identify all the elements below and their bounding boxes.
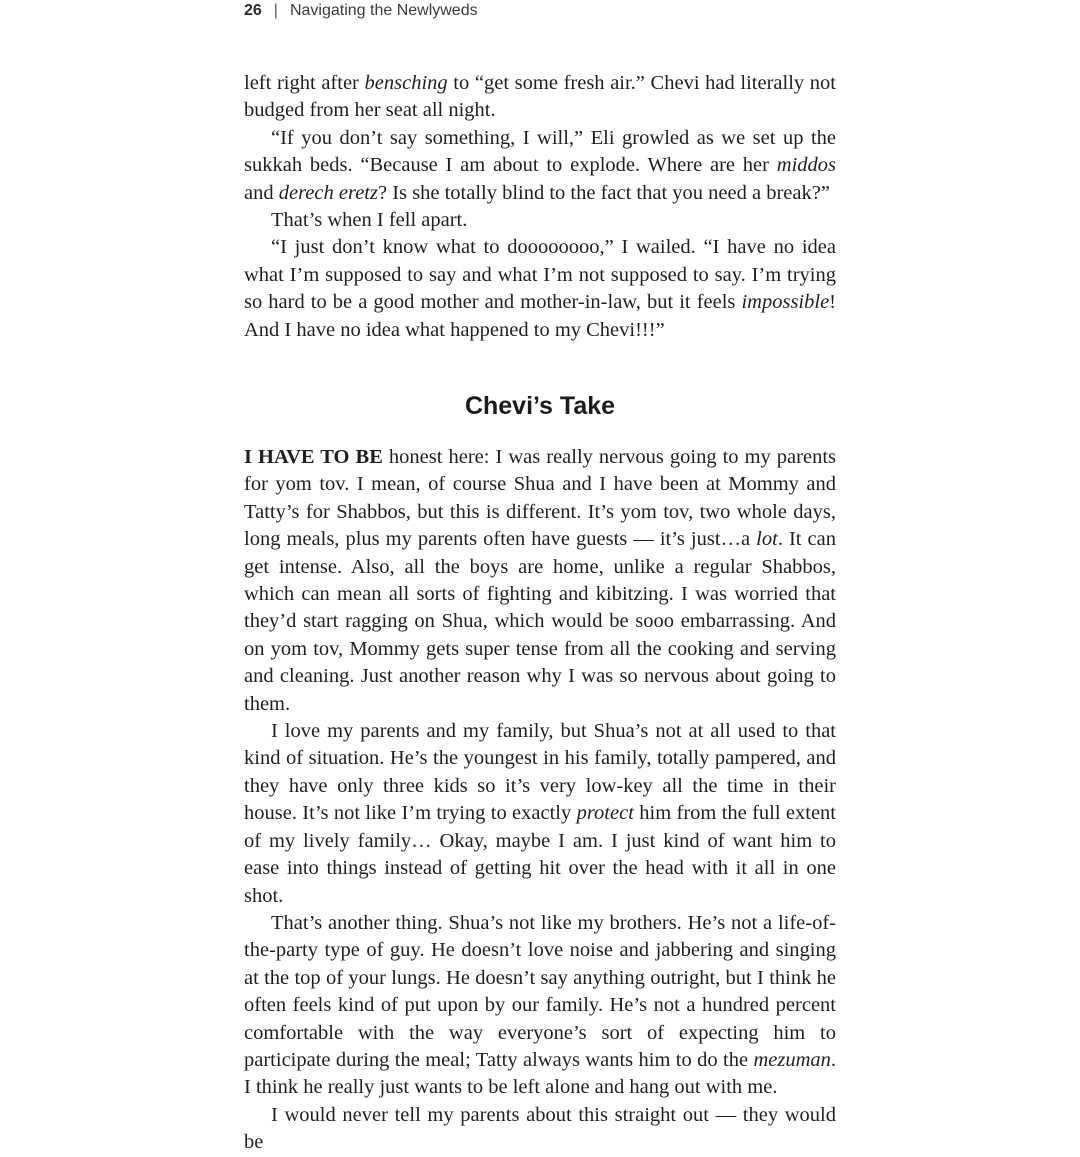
- text-run: “If you don’t say something, I will,” Eli growled as we set up the sukkah beds. “Because I am about to explode. Where are her: [244, 126, 836, 177]
- header-separator: |: [273, 2, 278, 19]
- text-run: him from the full extent of my lively family… Okay, maybe I am. I just kind of want him to ease into things instead of getting hit over the head with it all in one shot.: [244, 802, 836, 907]
- text-run: ? Is she totally blind to the fact that you need a break?”: [377, 181, 830, 204]
- italic-term: impossible: [741, 291, 830, 314]
- body-text-section: [244, 444, 836, 1157]
- running-header: [244, 0, 478, 25]
- paragraph: [244, 1102, 836, 1157]
- page-number: 26: [244, 2, 262, 19]
- paragraph: [244, 70, 836, 125]
- lead-in-text: I HAVE TO BE: [244, 446, 383, 468]
- text-run: . I think he really just wants to be left alone and hang out with me.: [244, 1048, 836, 1099]
- text-run: That’s another thing. Shua’s not like my brothers. He’s not a life-of-the-party type of guy. He doesn’t love noise and jabbering and singing at the top of your lungs. He doesn’t say anything outright, but I think he often feels kind of put upon by our family. He’s not a hundred percent comfortable with the way everyone’s sort of expecting him to participate during the meal; Tatty always wants him to do the: [244, 911, 836, 1071]
- text-run: That’s when I fell apart.: [271, 209, 468, 232]
- text-run: honest here: I was really nervous going to my parents for yom tov. I mean, of course Shua and I have been at Mommy and Tatty’s for Shabbos, but this is different. It’s yom tov, two whole days, long meals, plus my parents often have guests — it’s just…a: [244, 446, 836, 551]
- text-run: ! And I have no idea what happened to my Chevi!!!”: [244, 291, 836, 341]
- running-title: Navigating the Newlyweds: [289, 2, 478, 19]
- text-run: . It can get intense. Also, all the boys are home, unlike a regular Shabbos, which can mean all sorts of fighting and kibitzing. I was worried that they’d start ragging on Shua, which would be sooo embarrassing. And on yom tov, Mommy gets super tense from all the cooking and serving and cleaning. Just another reason why I was so nervous about going to them.: [244, 528, 836, 715]
- section-heading: Chevi’s Take: [464, 392, 616, 420]
- italic-term: middos: [776, 154, 836, 177]
- text-run: left right after: [244, 72, 365, 94]
- text-run: I would never tell my parents about this straight out — they would be: [244, 1103, 836, 1154]
- paragraph: [244, 234, 836, 344]
- italic-term: derech eretz: [278, 181, 378, 204]
- paragraph: [244, 207, 836, 234]
- text-run: to “get some fresh air.” Chevi had literally not budged from her seat all night.: [244, 72, 836, 122]
- paragraph: [244, 718, 836, 910]
- italic-term: protect: [576, 802, 634, 825]
- body-text-top: [244, 70, 836, 344]
- text-run: “I just don’t know what to doooooooo,” I wailed. “I have no idea what I’m supposed to say and what I’m not supposed to say. I’m trying so hard to be a good mother and mother-in-law, but it feels: [244, 236, 836, 314]
- italic-term: bensching: [364, 72, 448, 94]
- paragraph: [244, 125, 836, 207]
- paragraph: [244, 910, 836, 1102]
- italic-term: lot: [756, 528, 778, 551]
- italic-term: mezuman: [753, 1048, 831, 1071]
- text-run: and: [244, 181, 279, 204]
- text-run: I love my parents and my family, but Shua’s not at all used to that kind of situation. He’s the youngest in his family, totally pampered, and they have only three kids so it’s very low-key all the time in their house. It’s not like I’m trying to exactly: [244, 720, 836, 825]
- paragraph: [244, 444, 836, 718]
